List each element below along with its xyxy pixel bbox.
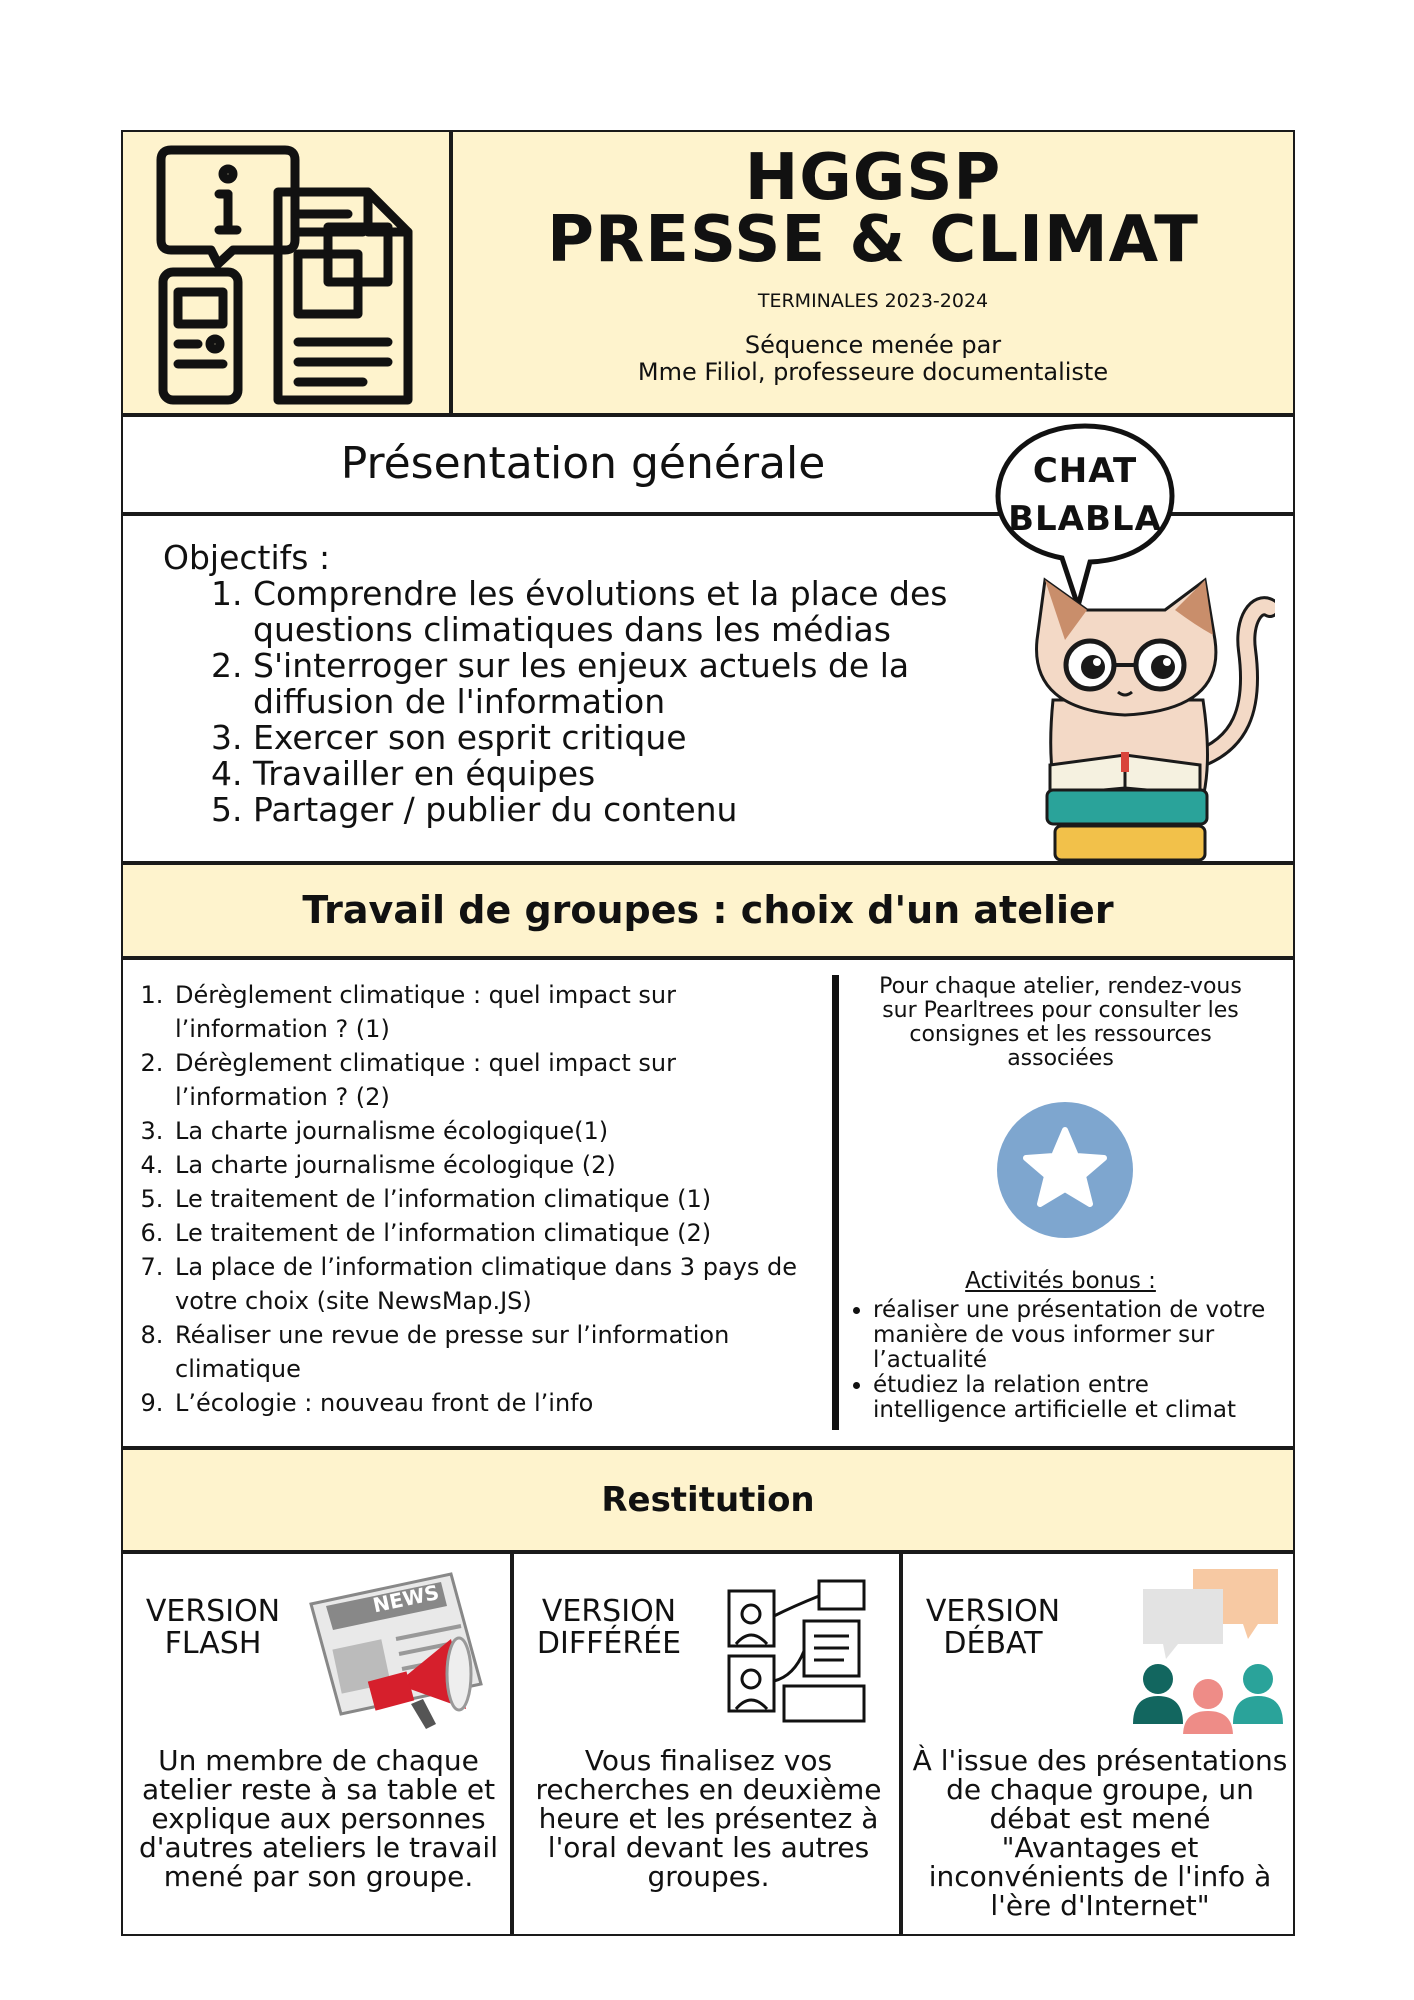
credit-line-2: Mme Filiol, professeure documentaliste — [637, 358, 1109, 386]
school-year: TERMINALES 2023-2024 — [757, 290, 989, 312]
atelier-item: 2. Dérèglement climatique : quel impact sur l’information ? (2) — [171, 1046, 828, 1114]
restitution-heading: Restitution — [601, 1480, 815, 1520]
version-flash-title-2: FLASH — [164, 1626, 262, 1661]
restitution-header — [121, 1448, 1295, 1552]
bubble-text-2: BLABLA — [1008, 499, 1162, 539]
groups-heading: Travail de groupes : choix d'un atelier — [302, 888, 1114, 932]
people-discussion-icon — [1128, 1564, 1288, 1734]
svg-text:NEWS: NEWS — [370, 1580, 442, 1618]
info-document-icon — [123, 132, 453, 417]
objectives-label: Objectifs : — [163, 538, 331, 577]
cat-reading-icon — [1025, 540, 1275, 865]
version-debat-text: À l'issue des présentations de chaque groupe, un débat est mené "Avantages et inconvénients de l'info à l'ère d'Internet" — [912, 1744, 1288, 1922]
header-title-panel — [451, 130, 1295, 415]
presentation-heading: Présentation générale — [340, 438, 826, 489]
atelier-item: 1. Dérèglement climatique : quel impact sur l’information ? (1) — [171, 978, 828, 1046]
newspaper-megaphone-icon — [301, 1564, 501, 1734]
atelier-item: 9. L’écologie : nouveau front de l’info — [171, 1386, 828, 1420]
version-differee-text: Vous finalisez vos recherches en deuxième heure et les présentez à l'oral devant les autres groupes. — [535, 1744, 882, 1893]
cat-mascot — [1025, 540, 1275, 865]
header-icon-panel — [121, 130, 451, 415]
version-flash-panel — [121, 1552, 512, 1936]
column-divider — [832, 975, 839, 1430]
version-differee-panel — [512, 1552, 901, 1936]
version-flash-text: Un membre de chaque atelier reste à sa table et explique aux personnes d'autres ateliers le travail mené par son groupe. — [139, 1744, 498, 1893]
bonus-label: Activités bonus : — [965, 1268, 1156, 1294]
objective-item: 3. Exercer son esprit critique — [253, 720, 1033, 756]
atelier-item: 4. La charte journalisme écologique (2) — [171, 1148, 828, 1182]
version-debat-title-2: DÉBAT — [943, 1626, 1043, 1661]
atelier-item: 7. La place de l’information climatique dans 3 pays de votre choix (site NewsMap.JS) — [171, 1250, 828, 1318]
objective-item: 1. Comprendre les évolutions et la place des questions climatiques dans les médias — [253, 576, 1033, 648]
title-line-2: PRESSE & CLIMAT — [547, 203, 1199, 277]
objective-item: 4. Travailler en équipes — [253, 756, 1033, 792]
groups-header — [121, 863, 1295, 958]
credit-line-1: Séquence menée par — [744, 331, 1002, 359]
bonus-item: • étudiez la relation entre intelligence artificielle et climat — [873, 1373, 1283, 1423]
version-debat-panel — [901, 1552, 1295, 1936]
version-flash-title-1: VERSION — [145, 1594, 281, 1629]
ateliers-list — [123, 978, 828, 1420]
version-differee-title-2: DIFFÉRÉE — [536, 1626, 682, 1661]
version-debat-title-1: VERSION — [925, 1594, 1061, 1629]
bubble-text-1: CHAT — [1032, 451, 1138, 491]
atelier-item: 8. Réaliser une revue de presse sur l’information climatique — [171, 1318, 828, 1386]
atelier-item: 6. Le traitement de l’information climatique (2) — [171, 1216, 828, 1250]
bonus-item: • réaliser une présentation de votre manière de vous informer sur l’actualité — [873, 1298, 1283, 1373]
atelier-item: 3. La charte journalisme écologique(1) — [171, 1114, 828, 1148]
objective-item: 5. Partager / publier du contenu — [253, 792, 1033, 828]
atelier-item: 5. Le traitement de l’information climatique (1) — [171, 1182, 828, 1216]
storyboard-icon — [724, 1576, 874, 1726]
title-line-1: HGGSP — [744, 141, 1002, 215]
groups-panel — [121, 958, 1295, 1448]
star-icon — [995, 1100, 1135, 1240]
objective-item: 2. S'interroger sur les enjeux actuels de la diffusion de l'information — [253, 648, 1033, 720]
bonus-list — [843, 1298, 1283, 1423]
objectives-list — [163, 576, 1033, 828]
pearltrees-instructions: Pour chaque atelier, rendez-vous sur Pearltrees pour consulter les consignes et les ressources associées — [879, 974, 1242, 1071]
version-differee-title-1: VERSION — [541, 1594, 677, 1629]
